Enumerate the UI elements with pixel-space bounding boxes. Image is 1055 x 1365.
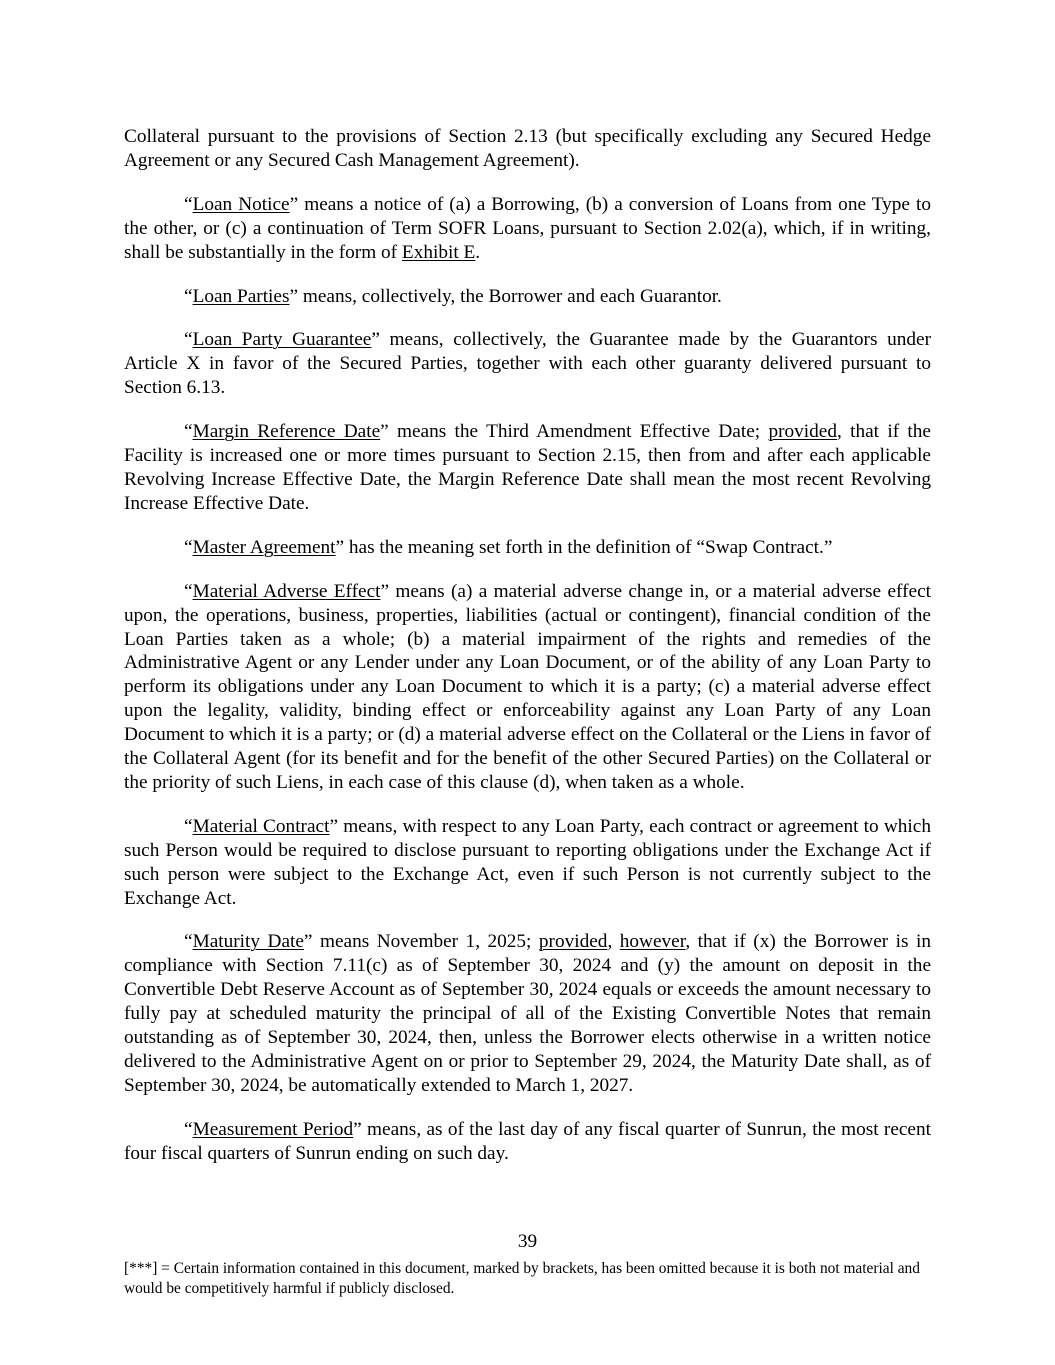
open-quote: “ (184, 580, 193, 602)
definition-text: ” means the Third Amendment Effective Date; (380, 421, 769, 443)
proviso-term: provided (768, 421, 837, 443)
defined-term: Maturity Date (192, 931, 304, 953)
definition-loan-party-guarantee (124, 328, 931, 400)
comma: , (607, 931, 620, 953)
defined-term: Loan Notice (192, 193, 290, 215)
open-quote: “ (184, 1118, 193, 1140)
definition-text: ” means (a) a material adverse change in, or a material adverse effect upon, the operations, business, properties, liabilities (actual or contingent), financial condition of the Loan Parties taken as a whole; (b) a material impairment of the rights and remedies of the Administrative Agent or any Lender under any Loan Document, or of the ability of any Loan Party to perform its obligations under any Loan Document to which it is a party; (c) a material adverse effect upon the legality, validity, binding effect or enforceability against any Loan Party of any Loan Document to which it is a party; or (d) a material adverse effect on the Collateral or the Liens in favor of the Collateral Agent (for its benefit and for the benefit of the other Secured Parties) on the Collateral or the priority of such Liens, in each case of this clause (d), when taken as a whole. (124, 580, 931, 793)
definition-loan-parties (124, 285, 931, 309)
open-quote: “ (184, 193, 193, 215)
defined-term: Loan Parties (192, 285, 290, 307)
definition-master-agreement (124, 536, 931, 560)
exhibit-reference: Exhibit E (401, 241, 476, 263)
definition-text-continued: , that if the Facility is increased one or more times pursuant to Section 2.15, then from and after each applicable Revolving Increase Effective Date, the Margin Reference Date shall mean the most recent Revolving Increase Effective Date. (124, 421, 931, 514)
defined-term: Measurement Period (192, 1118, 354, 1140)
definition-text: ” has the meaning set forth in the definition of “Swap Contract.” (335, 536, 833, 558)
redaction-footnote: [***] = Certain information contained in this document, marked by brackets, has been omitted because it is both not material and would be competitively harmful if publicly disclosed. (124, 1260, 920, 1297)
open-quote: “ (184, 815, 193, 837)
open-quote: “ (184, 329, 193, 351)
definition-measurement-period (124, 1118, 931, 1166)
definition-loan-notice (124, 193, 931, 265)
open-quote: “ (184, 931, 193, 953)
open-quote: “ (184, 536, 193, 558)
definition-text: ” means, collectively, the Guarantee made by the Guarantors under Article X in favor of the Secured Parties, together with each other guaranty delivered pursuant to Section 6.13. (124, 329, 931, 399)
definition-maturity-date (124, 930, 931, 1097)
paragraph-collateral-continuation (124, 125, 931, 173)
open-quote: “ (184, 285, 193, 307)
defined-term: Material Contract (192, 815, 330, 837)
defined-term: Margin Reference Date (192, 421, 381, 443)
definition-text: ” means November 1, 2025; (303, 931, 539, 953)
however-term: however (619, 931, 686, 953)
definition-text: ” means a notice of (a) a Borrowing, (b) a conversion of Loans from one Type to the other, or (c) a continuation of Term SOFR Loans, pursuant to Section 2.02(a), which, if in writing, shall be substantially in the form of (124, 193, 931, 263)
defined-term: Master Agreement (192, 536, 336, 558)
sentence-end: . (475, 241, 481, 263)
definition-margin-reference-date (124, 420, 931, 516)
defined-term: Material Adverse Effect (192, 580, 381, 602)
paragraph-text: Collateral pursuant to the provisions of Section 2.13 (but specifically excluding any Secured Hedge Agreement or any Secured Cash Management Agreement). (124, 126, 931, 171)
definition-text-continued: , that if (x) the Borrower is in compliance with Section 7.11(c) as of September 30, 2024 and (y) the amount on deposit in the Convertible Debt Reserve Account as of September 30, 2024 equals or exceeds the amount necessary to fully pay at scheduled maturity the principal of all of the Existing Convertible Notes that remain outstanding as of September 30, 2024, then, unless the Borrower elects otherwise in a written notice delivered to the Administrative Agent on or prior to September 29, 2024, the Maturity Date shall, as of September 30, 2024, be automatically extended to March 1, 2027. (124, 931, 931, 1096)
definition-text: ” means, collectively, the Borrower and each Guarantor. (289, 285, 722, 307)
definition-text: ” means, with respect to any Loan Party, each contract or agreement to which such Person would be required to disclose pursuant to reporting obligations under the Exchange Act if such person were subject to the Exchange Act, even if such Person is not currently subject to the Exchange Act. (124, 815, 931, 909)
page-number: 39 (517, 1231, 538, 1252)
open-quote: “ (184, 421, 193, 443)
proviso-term: provided (538, 931, 608, 953)
document-body (124, 125, 931, 1186)
definition-text: ” means, as of the last day of any fiscal quarter of Sunrun, the most recent four fiscal quarters of Sunrun ending on such day. (124, 1118, 931, 1164)
definition-material-adverse-effect (124, 580, 931, 795)
defined-term: Loan Party Guarantee (192, 329, 372, 351)
definition-material-contract (124, 815, 931, 911)
